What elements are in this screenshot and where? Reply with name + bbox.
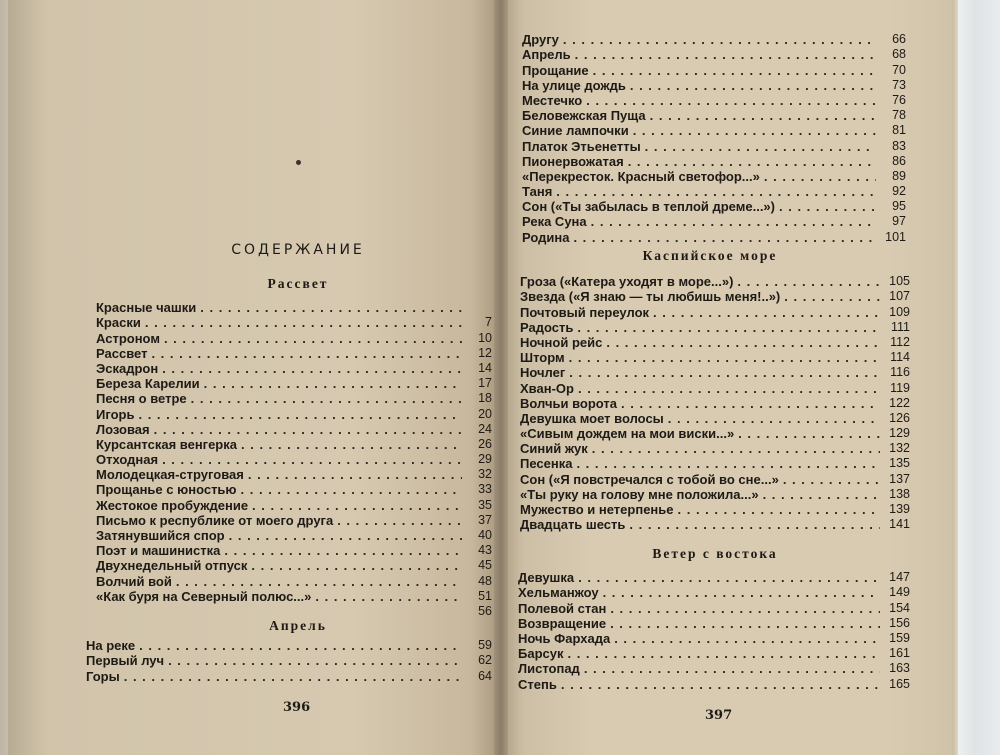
toc-list-kaspiyskoe-more bbox=[520, 274, 910, 532]
toc-entry-page: 66 bbox=[892, 32, 906, 47]
toc-entry-title: Береза Карелии bbox=[96, 376, 200, 392]
dot-leader bbox=[668, 411, 880, 426]
dot-leader bbox=[124, 669, 462, 684]
toc-entry-title: Степь bbox=[518, 676, 557, 692]
page-number-right: 397 bbox=[705, 708, 733, 723]
section-heading-kaspiyskoe-more: Каспийское море bbox=[642, 248, 778, 263]
toc-entry-title: Хван-Ор bbox=[520, 380, 574, 396]
toc-entry bbox=[96, 422, 492, 437]
toc-entry-page: 111 bbox=[890, 319, 910, 334]
toc-entry bbox=[96, 558, 492, 573]
right-page bbox=[500, 0, 960, 755]
dot-leader bbox=[737, 274, 880, 289]
toc-entry-page: 129 bbox=[889, 426, 910, 441]
dot-leader bbox=[610, 601, 880, 616]
dot-leader bbox=[138, 407, 462, 422]
dot-leader bbox=[575, 47, 876, 62]
dot-leader bbox=[614, 631, 880, 646]
section-heading-veter-s-vostoka: Ветер с востока bbox=[652, 546, 778, 561]
toc-entry bbox=[520, 304, 910, 319]
toc-entry-title: Игорь bbox=[96, 406, 135, 422]
page-number-left: 396 bbox=[283, 700, 311, 715]
dot-leader bbox=[578, 570, 880, 585]
toc-entry bbox=[96, 528, 492, 543]
dot-leader bbox=[229, 528, 462, 543]
toc-entry-title: Гроза («Катера уходят в море...») bbox=[520, 274, 734, 290]
dot-leader bbox=[556, 184, 876, 199]
toc-entry-page: 26 bbox=[478, 436, 492, 451]
toc-entry-title: «Ты руку на голову мне положила...» bbox=[520, 486, 759, 502]
toc-entry bbox=[518, 585, 910, 600]
toc-entry-title: Шторм bbox=[520, 350, 565, 366]
toc-entry-title: Синий жук bbox=[520, 441, 588, 457]
toc-entry-page: 17 bbox=[478, 376, 492, 391]
toc-entry-title: «Сивым дождем на мои виски...» bbox=[520, 426, 735, 442]
dot-leader bbox=[241, 437, 462, 452]
dot-leader bbox=[224, 543, 462, 558]
toc-entry bbox=[96, 391, 492, 406]
dot-leader bbox=[633, 123, 876, 138]
toc-entry-page: 43 bbox=[478, 543, 492, 558]
toc-entry-title: Ночлег bbox=[520, 365, 566, 381]
toc-entry-title: Барсук bbox=[518, 646, 564, 662]
toc-entry-page: 62 bbox=[478, 653, 492, 668]
toc-entry-page: 154 bbox=[889, 600, 910, 615]
toc-entry-title: Апрель bbox=[522, 47, 571, 63]
toc-entry-page: 76 bbox=[892, 92, 906, 107]
dot-leader bbox=[154, 422, 462, 437]
toc-entry bbox=[522, 123, 906, 138]
toc-entry-page: 83 bbox=[892, 138, 906, 153]
toc-entry-page: 132 bbox=[889, 441, 910, 456]
toc-entry-title: Жестокое пробуждение bbox=[96, 497, 249, 513]
toc-entry-title: Молодецкая-струговая bbox=[96, 467, 244, 483]
toc-entry-page: 45 bbox=[478, 558, 492, 573]
toc-entry-page: 114 bbox=[890, 350, 910, 365]
toc-entry-page: 159 bbox=[889, 630, 910, 645]
toc-entry-title: Ночной рейс bbox=[520, 334, 603, 350]
toc-entry-page: 122 bbox=[889, 395, 910, 410]
toc-entry-title: Поэт и машинистка bbox=[96, 543, 221, 559]
dot-leader bbox=[738, 426, 880, 441]
dot-leader bbox=[139, 638, 462, 653]
toc-entry bbox=[518, 631, 910, 646]
toc-entry bbox=[520, 289, 910, 304]
toc-entry bbox=[522, 32, 906, 47]
toc-entry-title: Хельманжоу bbox=[518, 585, 599, 601]
toc-entry-page: 116 bbox=[890, 365, 910, 380]
toc-entry-title: Двадцать шесть bbox=[520, 517, 626, 533]
toc-entry bbox=[518, 600, 910, 615]
toc-entry-title: Эскадрон bbox=[96, 360, 159, 376]
toc-entry-title: Краски bbox=[96, 315, 141, 331]
toc-entry bbox=[96, 482, 492, 497]
dot-leader bbox=[645, 139, 876, 154]
toc-entry-page: 156 bbox=[889, 615, 910, 630]
toc-entry bbox=[522, 78, 906, 93]
dot-leader bbox=[563, 32, 876, 47]
toc-entry-page: 35 bbox=[478, 497, 492, 512]
toc-entry-page: 70 bbox=[892, 62, 906, 77]
contents-heading: СОДЕРЖАНИЕ bbox=[231, 242, 365, 258]
toc-entry bbox=[96, 467, 492, 482]
toc-entry-page: 89 bbox=[892, 168, 906, 183]
toc-list-aprel bbox=[86, 638, 492, 684]
dot-leader bbox=[561, 677, 880, 692]
toc-entry-title: Рассвет bbox=[96, 345, 148, 361]
toc-entry-title: Мужество и нетерпенье bbox=[520, 502, 674, 517]
toc-entry bbox=[520, 502, 910, 517]
toc-entry bbox=[96, 437, 492, 452]
dot-leader bbox=[151, 346, 462, 361]
toc-entry-title: Отходная bbox=[96, 452, 159, 468]
toc-entry bbox=[522, 169, 906, 184]
toc-entry-title: Сон («Ты забылась в теплой дреме...») bbox=[522, 199, 775, 215]
toc-entry-page: 20 bbox=[478, 406, 492, 421]
toc-entry-title: «Перекресток. Красный светофор...» bbox=[522, 168, 760, 184]
toc-entry bbox=[520, 471, 910, 486]
dot-leader bbox=[779, 199, 876, 214]
toc-entry-page: 126 bbox=[889, 410, 910, 425]
toc-list-continued bbox=[522, 32, 906, 245]
toc-entry-page: 149 bbox=[889, 585, 910, 600]
toc-entry bbox=[518, 676, 910, 691]
dot-leader bbox=[650, 108, 876, 123]
toc-entry bbox=[522, 62, 906, 77]
toc-entry bbox=[96, 406, 492, 421]
dot-leader bbox=[145, 315, 462, 330]
toc-entry-title: «Как буря на Северный полюс...» bbox=[96, 588, 312, 604]
toc-entry-page: 56 bbox=[478, 603, 492, 618]
toc-entry-page-only bbox=[96, 604, 492, 619]
dot-leader bbox=[569, 365, 880, 380]
toc-entry bbox=[520, 335, 910, 350]
toc-entry bbox=[522, 229, 906, 244]
toc-entry bbox=[86, 638, 492, 653]
section-heading-rassvet: Рассвет bbox=[267, 276, 329, 291]
toc-entry-page: 40 bbox=[478, 528, 492, 542]
toc-entry-page: 24 bbox=[478, 421, 492, 436]
left-page bbox=[8, 0, 500, 755]
toc-entry bbox=[522, 47, 906, 62]
toc-entry bbox=[520, 365, 910, 380]
toc-entry-title: Двухнедельный отпуск bbox=[96, 558, 248, 574]
toc-entry bbox=[522, 154, 906, 169]
toc-entry bbox=[96, 573, 492, 588]
toc-entry-title: Письмо к республике от моего друга bbox=[96, 512, 334, 528]
toc-entry-title: Волчьи ворота bbox=[520, 395, 617, 411]
toc-entry-page: 112 bbox=[890, 334, 910, 349]
toc-entry-title: Девушка bbox=[518, 570, 575, 586]
toc-entry-page: 73 bbox=[892, 77, 906, 92]
section-heading-aprel: Апрель bbox=[269, 618, 327, 633]
toc-entry-page: 12 bbox=[478, 345, 492, 360]
toc-entry-page: 59 bbox=[478, 638, 492, 653]
book-spine bbox=[494, 0, 508, 755]
toc-entry bbox=[520, 487, 910, 502]
toc-entry bbox=[520, 411, 910, 426]
toc-entry bbox=[520, 441, 910, 456]
toc-entry-page: 92 bbox=[892, 184, 906, 199]
dot-leader bbox=[678, 502, 881, 517]
toc-entry bbox=[520, 396, 910, 411]
toc-entry-page: 119 bbox=[890, 380, 910, 395]
toc-entry-title: Первый луч bbox=[86, 653, 165, 669]
toc-entry bbox=[522, 199, 906, 214]
toc-entry-page: 147 bbox=[889, 570, 910, 585]
dot-leader bbox=[569, 350, 880, 365]
toc-entry-page: 86 bbox=[892, 153, 906, 168]
toc-entry-title: Почтовый переулок bbox=[520, 304, 650, 320]
toc-entry bbox=[520, 426, 910, 441]
toc-entry bbox=[96, 376, 492, 391]
toc-entry-page: 141 bbox=[889, 517, 910, 532]
toc-entry-title: Прощание bbox=[522, 62, 589, 78]
toc-entry-page: 139 bbox=[889, 502, 910, 516]
dot-leader bbox=[629, 517, 880, 532]
toc-entry bbox=[86, 668, 492, 683]
dot-leader bbox=[241, 482, 462, 497]
dot-leader bbox=[168, 653, 462, 668]
toc-entry-title: Красные чашки bbox=[96, 300, 197, 316]
dot-leader bbox=[653, 305, 880, 320]
dot-leader bbox=[164, 331, 462, 346]
dot-leader bbox=[606, 335, 880, 350]
toc-entry bbox=[96, 452, 492, 467]
toc-entry bbox=[520, 350, 910, 365]
toc-entry-title: Звезда («Я знаю — ты любишь меня!..») bbox=[520, 289, 781, 305]
toc-entry-page: 107 bbox=[889, 289, 910, 304]
dot-leader bbox=[162, 452, 462, 467]
toc-entry-title: Родина bbox=[522, 229, 570, 245]
toc-entry-title: Сон («Я повстречался с тобой во сне...» bbox=[520, 471, 779, 487]
toc-entry-title: Лозовая bbox=[96, 421, 150, 437]
dot-leader bbox=[337, 513, 462, 528]
toc-entry bbox=[96, 497, 492, 512]
toc-entry-page: 14 bbox=[478, 360, 492, 375]
toc-entry bbox=[96, 513, 492, 528]
toc-entry bbox=[96, 589, 492, 604]
toc-entry-page: 51 bbox=[478, 588, 492, 603]
toc-entry-title: Горы bbox=[86, 668, 120, 684]
dot-leader bbox=[586, 93, 876, 108]
toc-entry-title: Радость bbox=[520, 319, 574, 335]
toc-entry-title: Возвращение bbox=[518, 615, 607, 631]
toc-entry-title: Астроном bbox=[96, 330, 160, 346]
toc-entry bbox=[522, 108, 906, 123]
toc-entry-title: Песенка bbox=[520, 456, 573, 472]
toc-entry bbox=[518, 570, 910, 585]
dot-leader bbox=[191, 391, 462, 406]
toc-entry-title: Пионервожатая bbox=[522, 153, 624, 169]
toc-list-rassvet bbox=[96, 300, 492, 619]
dot-leader bbox=[593, 63, 876, 78]
toc-list-veter-s-vostoka bbox=[518, 570, 910, 692]
dot-leader bbox=[764, 169, 876, 184]
toc-entry-page: 10 bbox=[478, 330, 492, 345]
toc-entry-title: Девушка моет волосы bbox=[520, 410, 664, 426]
toc-entry bbox=[520, 380, 910, 395]
toc-entry bbox=[522, 93, 906, 108]
toc-entry bbox=[96, 330, 492, 345]
toc-entry bbox=[96, 543, 492, 558]
dot-leader bbox=[176, 574, 462, 589]
toc-entry-page: 32 bbox=[478, 467, 492, 482]
toc-entry-page: 68 bbox=[892, 47, 906, 62]
toc-entry bbox=[522, 184, 906, 199]
toc-entry-title: Платок Этьенетты bbox=[522, 138, 641, 154]
toc-entry-title: Курсантская венгерка bbox=[96, 436, 237, 452]
toc-entry-title: Полевой стан bbox=[518, 600, 607, 616]
toc-entry-title: Река Суна bbox=[522, 214, 587, 230]
toc-entry-page: 78 bbox=[892, 108, 906, 123]
toc-entry-title: Листопад bbox=[518, 661, 580, 677]
toc-entry-title: Беловежская Пуща bbox=[522, 108, 646, 124]
toc-entry bbox=[86, 653, 492, 668]
toc-entry-page: 33 bbox=[478, 482, 492, 497]
toc-entry-page: 97 bbox=[892, 214, 906, 229]
toc-entry-title: Затянувшийся спор bbox=[96, 528, 225, 543]
toc-entry-page: 18 bbox=[478, 391, 492, 406]
dot-leader bbox=[573, 230, 876, 245]
toc-entry bbox=[96, 300, 492, 315]
toc-entry-page: 64 bbox=[478, 668, 492, 683]
dot-leader bbox=[591, 214, 876, 229]
toc-entry-page: 165 bbox=[889, 676, 910, 691]
toc-entry bbox=[520, 456, 910, 471]
toc-entry bbox=[96, 361, 492, 376]
dot-leader bbox=[577, 320, 880, 335]
dot-leader bbox=[200, 300, 462, 315]
dot-leader bbox=[610, 616, 880, 631]
toc-entry bbox=[520, 517, 910, 532]
dot-leader bbox=[315, 589, 462, 604]
ink-speck bbox=[296, 160, 301, 165]
toc-entry-title: На улице дождь bbox=[522, 77, 626, 93]
toc-entry bbox=[520, 320, 910, 335]
dot-leader bbox=[584, 661, 880, 676]
dot-leader bbox=[578, 381, 880, 396]
toc-entry bbox=[522, 138, 906, 153]
dot-leader bbox=[628, 154, 876, 169]
toc-entry bbox=[520, 274, 910, 289]
toc-entry-page: 161 bbox=[889, 646, 910, 661]
dot-leader bbox=[252, 498, 462, 513]
dot-leader bbox=[576, 456, 880, 471]
toc-entry bbox=[522, 214, 906, 229]
toc-entry-page: 137 bbox=[889, 471, 910, 486]
dot-leader bbox=[567, 646, 880, 661]
toc-entry bbox=[518, 646, 910, 661]
toc-entry-title: На реке bbox=[86, 638, 136, 654]
toc-entry-title: Прощанье с юностью bbox=[96, 482, 237, 498]
toc-entry-page: 37 bbox=[478, 512, 492, 527]
toc-entry-page: 109 bbox=[889, 304, 910, 319]
toc-entry bbox=[518, 616, 910, 631]
dot-leader bbox=[603, 585, 880, 600]
toc-entry-page: 7 bbox=[485, 315, 492, 330]
dot-leader bbox=[630, 78, 876, 93]
dot-leader bbox=[783, 472, 880, 487]
toc-entry-page: 95 bbox=[892, 199, 906, 214]
dot-leader bbox=[784, 289, 880, 304]
dot-leader bbox=[592, 441, 880, 456]
toc-entry-title: Другу bbox=[522, 32, 559, 48]
toc-entry-page: 163 bbox=[889, 661, 910, 676]
toc-entry-title: Ночь Фархада bbox=[518, 630, 611, 646]
toc-entry-title: Местечко bbox=[522, 92, 583, 108]
toc-entry bbox=[96, 346, 492, 361]
toc-entry-page: 105 bbox=[889, 274, 910, 289]
toc-entry-title: Волчий вой bbox=[96, 573, 172, 589]
toc-entry-title: Синие лампочки bbox=[522, 123, 629, 139]
toc-entry-page: 81 bbox=[892, 123, 906, 138]
toc-entry bbox=[96, 315, 492, 330]
toc-entry-title: Песня о ветре bbox=[96, 391, 187, 407]
dot-leader bbox=[621, 396, 880, 411]
toc-entry-page: 138 bbox=[889, 486, 910, 501]
dot-leader bbox=[248, 467, 462, 482]
dot-leader bbox=[162, 361, 462, 376]
dot-leader bbox=[763, 487, 880, 502]
book-cover-edge bbox=[958, 0, 1000, 755]
toc-entry-title: Таня bbox=[522, 184, 553, 200]
toc-entry-page: 101 bbox=[885, 229, 906, 244]
toc-entry-page: 135 bbox=[889, 456, 910, 471]
toc-entry-page: 29 bbox=[478, 452, 492, 467]
dot-leader bbox=[204, 376, 462, 391]
dot-leader bbox=[251, 558, 462, 573]
toc-entry bbox=[518, 661, 910, 676]
toc-entry-page: 48 bbox=[478, 573, 492, 588]
